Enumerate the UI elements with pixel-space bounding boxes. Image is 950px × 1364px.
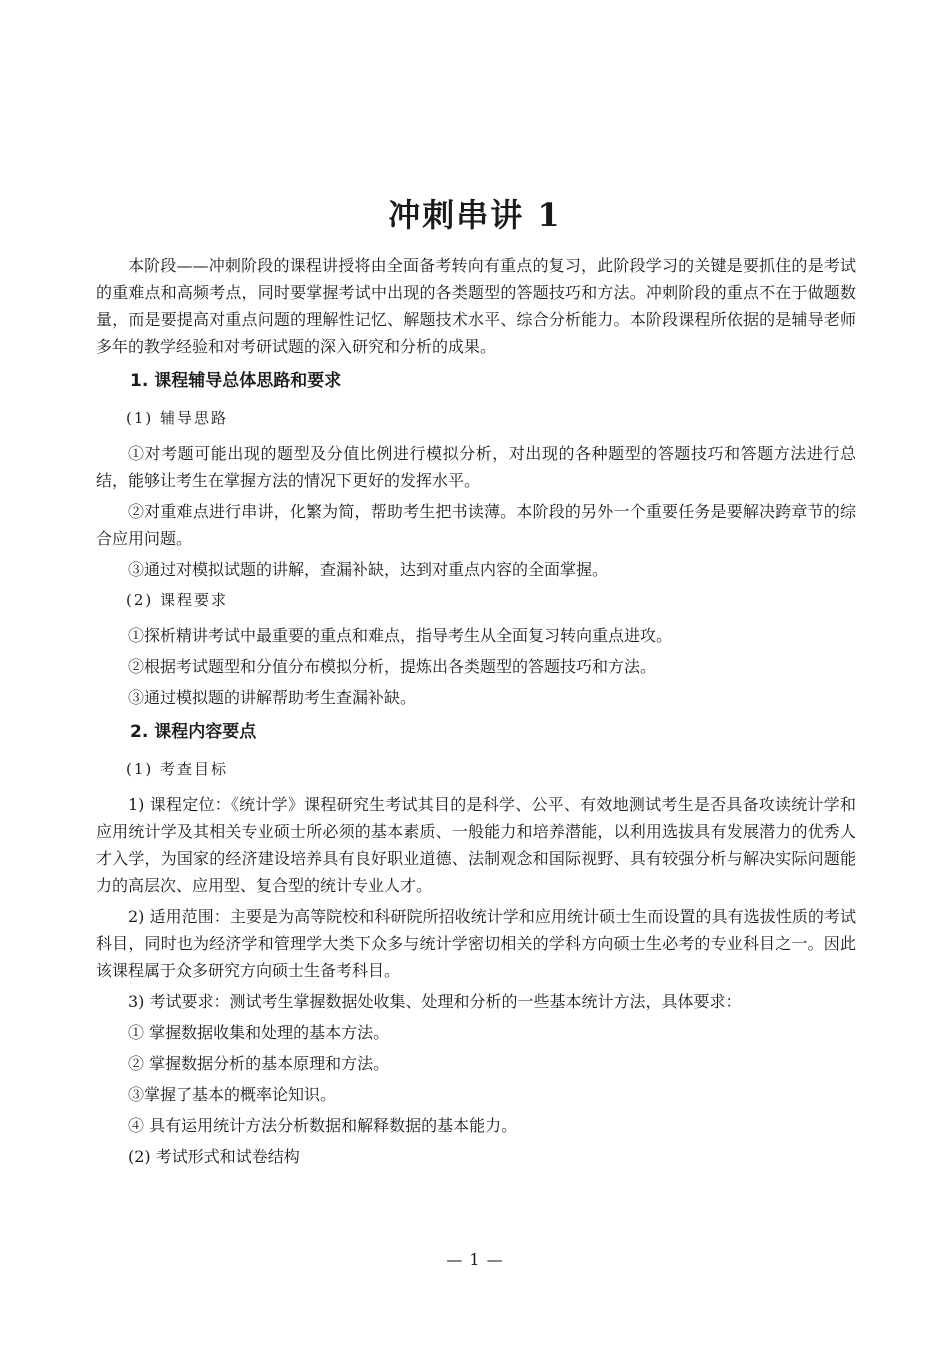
page-number: — 1 — [446,1250,504,1269]
section-2-sub-2-heading: (2) 考试形式和试卷结构 [128,1147,300,1166]
list-item: ②对重难点进行串讲，化繁为简，帮助考生把书读薄。本阶段的另外一个重要任务是要解决跨章节的综合应用问题。 [96,502,856,548]
document-body [96,252,856,1174]
section-2-sub-1-heading: (1) 考查目标 [126,760,229,778]
course-positioning-paragraph: 1) 课程定位：《统计学》课程研究生考试其目的是科学、公平、有效地测试考生是否具备攻读统计学和应用统计学及其相关专业硕士所必须的基本素质、一般能力和培养潜能，以利用选拔具有发展潜力的优秀人才入学，为国家的经济建设培养具有良好职业道德、法制观念和国际视野、具有较强分析与解决实际问题能力的高层次、应用型、复合型的统计专业人才。 [96,795,856,895]
list-item: ① 掌握数据收集和处理的基本方法。 [128,1023,390,1042]
list-item: ③通过对模拟试题的讲解，查漏补缺，达到对重点内容的全面掌握。 [128,560,609,579]
list-item: ④ 具有运用统计方法分析数据和解释数据的基本能力。 [128,1116,518,1135]
section-1-heading: 1. 课程辅导总体思路和要求 [130,371,342,391]
list-item: ③掌握了基本的概率论知识。 [128,1085,337,1104]
section-1-sub-1-heading: (1) 辅导思路 [126,409,229,427]
section-2-heading: 2. 课程内容要点 [130,722,257,742]
scope-paragraph: 2) 适用范围：主要是为高等院校和科研院所招收统计学和应用统计硕士生而设置的具有选拔性质的考试科目，同时也为经济学和管理学大类下众多与统计学密切相关的学科方向硕士生必考的专业科目之一。因此该课程属于众多研究方向硕士生备考科目。 [96,907,856,980]
list-item: ③通过模拟题的讲解帮助考生查漏补缺。 [128,688,417,707]
list-item: ①对考题可能出现的题型及分值比例进行模拟分析，对出现的各种题型的答题技巧和答题方法进行总结，能够让考生在掌握方法的情况下更好的发挥水平。 [96,444,856,490]
exam-requirements-paragraph: 3) 考试要求：测试考生掌握数据处收集、处理和分析的一些基本统计方法，具体要求： [128,992,742,1011]
page-title: 冲刺串讲 1 [388,196,562,234]
list-item: ②根据考试题型和分值分布模拟分析，提炼出各类题型的答题技巧和方法。 [128,657,657,676]
section-1-sub-2-heading: (2) 课程要求 [126,591,229,609]
list-item: ② 掌握数据分析的基本原理和方法。 [128,1054,390,1073]
list-item: ①探析精讲考试中最重要的重点和难点，指导考生从全面复习转向重点进攻。 [128,626,673,645]
intro-paragraph: 本阶段——冲刺阶段的课程讲授将由全面备考转向有重点的复习，此阶段学习的关键是要抓住的是考试的重难点和高频考点，同时要掌握考试中出现的各类题型的答题技巧和方法。冲刺阶段的重点不在于做题数量，而是要提高对重点问题的理解性记忆、解题技术水平、综合分析能力。本阶段课程所依据的是辅导老师多年的教学经验和对考研试题的深入研究和分析的成果。 [96,256,856,356]
